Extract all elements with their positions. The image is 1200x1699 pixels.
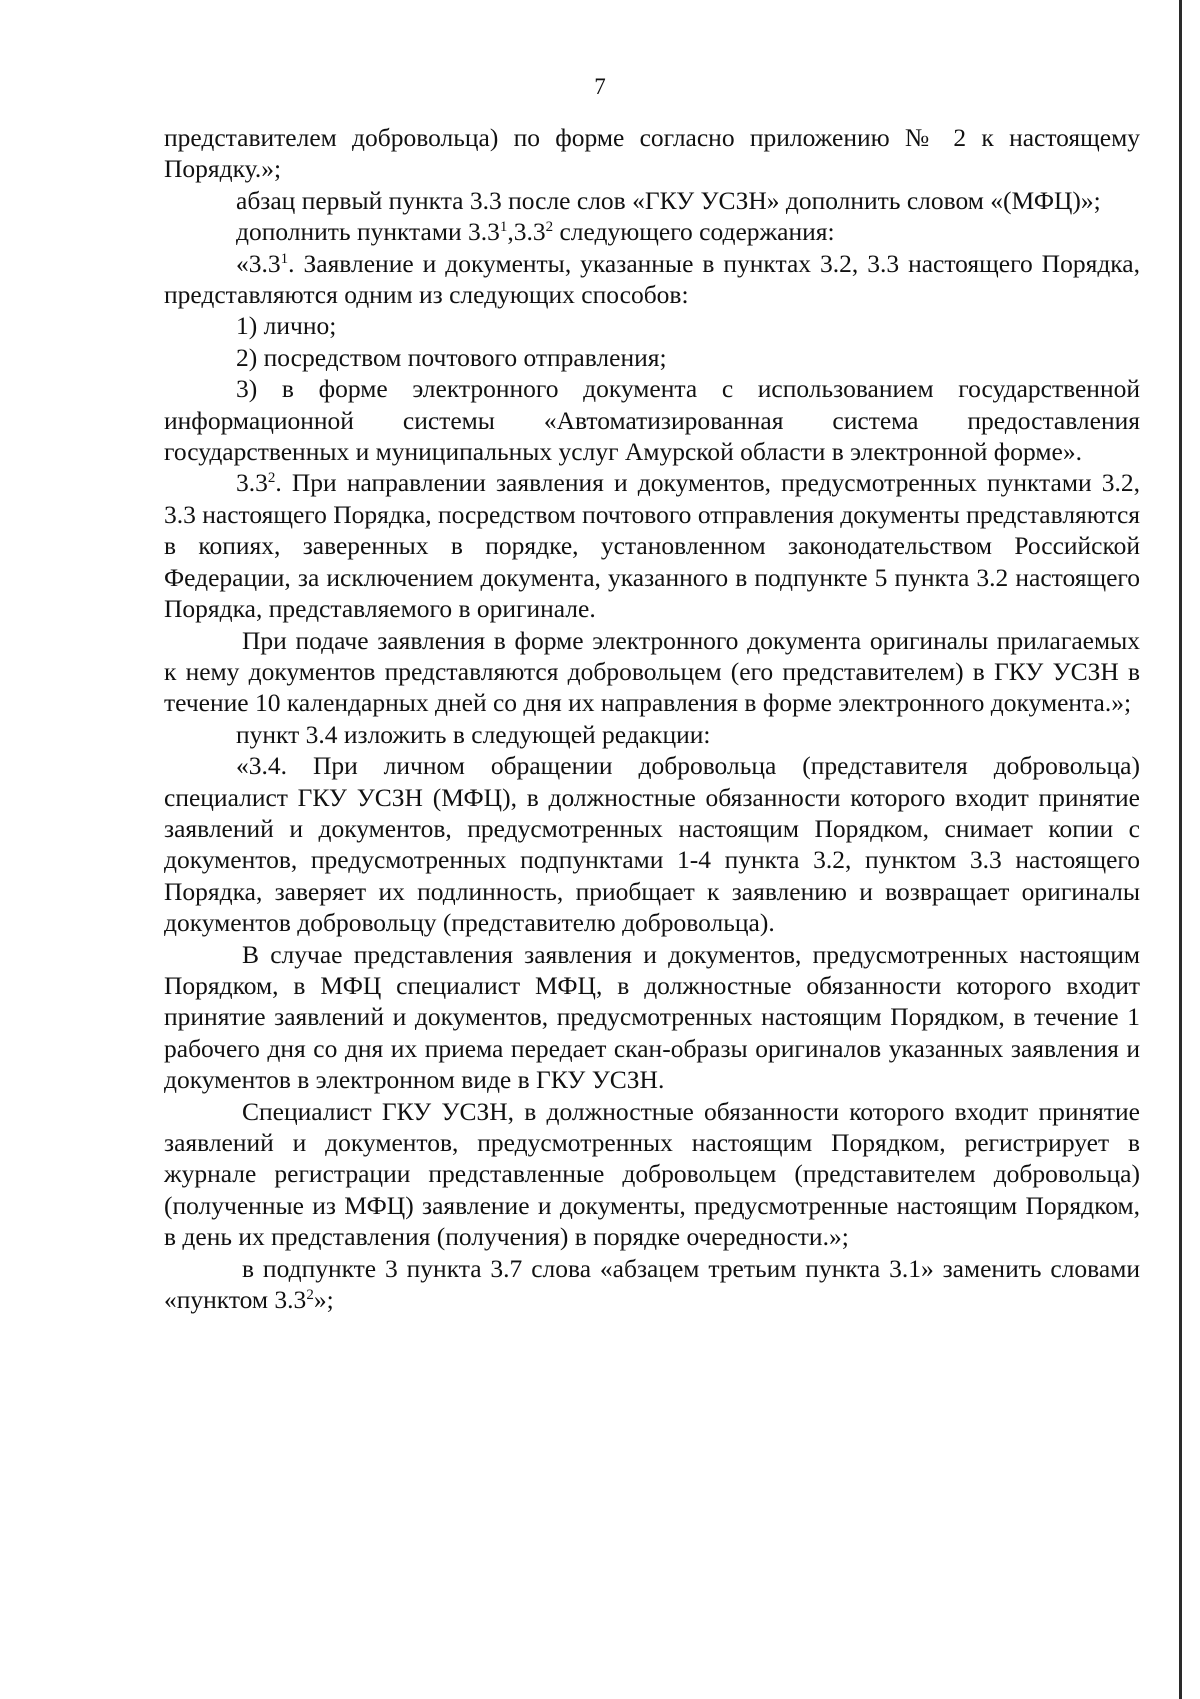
list-item [164, 342, 1140, 373]
superscript-index: 2 [545, 219, 554, 236]
text-run: В случае представления заявления и документов, предусмотренных настоящим Порядком, в МФЦ специалист МФЦ, в должностные обязанности которого входит принятие заявлений и документов, предусмотренных настоящим Порядком, в течение 1 рабочего дня со дня их приема передает скан-образы оригиналов указанных заявления и документов в электронном виде в ГКУ УСЗН. [164, 939, 1140, 1095]
superscript-index: 2 [267, 470, 276, 487]
paragraph [164, 719, 1140, 750]
list-item [164, 373, 1140, 467]
text-run: . Заявление и документы, указанные в пунктах 3.2, 3.3 настоящего Порядка, представляются одним из следующих способов: [164, 248, 1140, 310]
paragraph [164, 1096, 1140, 1253]
text-run: «3.3 [236, 248, 281, 278]
paragraph [164, 122, 1140, 185]
text-run: «3.4. При личном обращении добровольца (представителя добровольца) специалист ГКУ УСЗН (МФЦ), в должностные обязанности которого входит принятие заявлений и документов, предусмотренных настоящим Порядком, снимает копии с документов, предусмотренных подпунктами 1-4 пункта 3.2, пунктом 3.3 настоящего Порядка, заверяет их подлинность, приобщает к заявлению и возвращает оригиналы документов добровольцу (представителю добровольца). [164, 751, 1140, 938]
text-run: представителем добровольца) по форме согласно приложению № 2 к настоящему Порядку.»; [164, 123, 1140, 184]
paragraph [164, 467, 1140, 624]
paragraph [164, 939, 1140, 1096]
paragraph [164, 625, 1140, 719]
text-run: ,3.3 [507, 217, 546, 247]
superscript-index: 1 [499, 219, 508, 236]
text-run: 3) в форме электронного документа с использованием государственной информационной системы «Автоматизированная система предоставления государственных и муниципальных услуг Амурской области в электронной форме». [164, 374, 1140, 467]
paragraph [164, 185, 1140, 216]
text-run: в подпункте 3 пункта 3.7 слова «абзацем третьим пункта 3.1» заменить словами «пунктом 3.3 [164, 1253, 1140, 1315]
text-run: следующего содержания: [553, 217, 835, 247]
text-run: 2) посредством почтового отправления; [236, 342, 667, 372]
superscript-index: 2 [306, 1287, 314, 1304]
document-body [164, 122, 1140, 1315]
text-run: . При направлении заявления и документов, предусмотренных пунктами 3.2, 3.3 настоящего Порядка, посредством почтового отправления документы представляются в копиях, заверенных в порядке, установленном законодательством Российской Федерации, за исключением документа, указанного в подпункте 5 пункта 3.2 настоящего Порядка, представляемого в оригинале. [164, 468, 1140, 624]
page-edge-line [1179, 0, 1182, 1699]
text-run: Специалист ГКУ УСЗН, в должностные обязанности которого входит принятие заявлений и документов, предусмотренных настоящим Порядком, регистрирует в журнале регистрации представленные добровольцем (представителем добровольца) (полученные из МФЦ) заявление и документы, предусмотренные настоящим Порядком, в день их представления (получения) в порядке очередности.»; [164, 1096, 1140, 1252]
text-run: 1) лично; [236, 311, 337, 341]
paragraph [164, 216, 1140, 247]
page-number: 7 [594, 74, 606, 99]
text-run: При подаче заявления в форме электронного документа оригиналы прилагаемых к нему документов представляются добровольцем (его представителем) в ГКУ УСЗН в течение 10 календарных дней со дня их направления в форме электронного документа.»; [164, 625, 1140, 718]
superscript-index: 1 [280, 250, 289, 267]
text-run: »; [313, 1285, 334, 1315]
paragraph [164, 750, 1140, 938]
text-run: 3.3 [236, 468, 268, 498]
paragraph [164, 248, 1140, 311]
text-run: дополнить пунктами 3.3 [236, 217, 500, 247]
text-run: пункт 3.4 изложить в следующей редакции: [236, 719, 711, 749]
paragraph [164, 1253, 1140, 1316]
text-run: абзац первый пункта 3.3 после слов «ГКУ УСЗН» дополнить словом «(МФЦ)»; [236, 185, 1101, 215]
list-item [164, 310, 1140, 341]
